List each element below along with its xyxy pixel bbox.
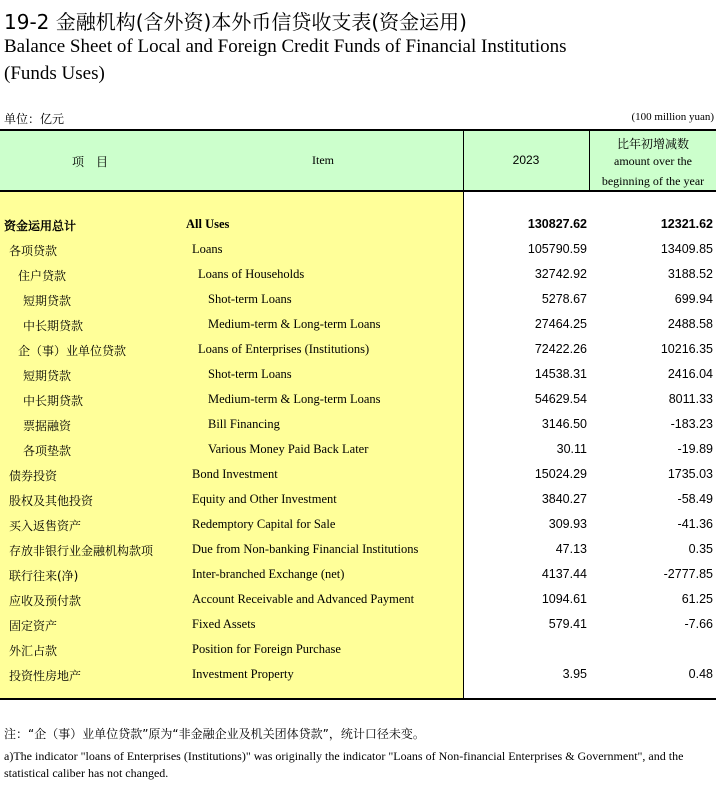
table-row	[0, 537, 716, 562]
row-label-en: Investment Property	[192, 667, 294, 681]
table-row	[0, 662, 716, 687]
value-change: 2416.04	[667, 367, 713, 381]
row-label-en: Loans of Households	[198, 267, 305, 281]
value-2023: 14538.31	[534, 367, 587, 381]
note-en: a)The indicator "loans of Enterprises (Institutions)" was originally the indicator "Loans of Non-financial Enterprises & Government", and the statistical caliber has not changed.	[4, 749, 684, 780]
value-2023: 72422.26	[534, 342, 587, 356]
row-label-cn: 外汇占款	[9, 644, 58, 658]
value-change: -183.23	[670, 417, 713, 431]
value-2023: 5278.67	[541, 292, 587, 306]
header-item-cn: 项 目	[71, 155, 108, 169]
value-change: 3188.52	[667, 267, 713, 281]
page-title-en-line1: Balance Sheet of Local and Foreign Credit Funds of Financial Institutions	[4, 36, 567, 57]
header-change-en-line2: beginning of the year	[601, 174, 705, 188]
value-2023: 579.41	[548, 617, 587, 631]
row-label-en: Shot-term Loans	[208, 367, 292, 381]
table-row	[0, 237, 716, 262]
header-rule	[0, 190, 716, 192]
value-2023: 3840.27	[541, 492, 587, 506]
header-change-cn: 比年初增减数	[616, 137, 689, 151]
row-label-cn: 短期贷款	[23, 369, 72, 383]
value-change: 12321.62	[660, 217, 713, 231]
value-2023: 3.95	[562, 667, 587, 681]
value-change: -19.89	[677, 442, 713, 456]
header-change-en-line1: amount over the	[614, 154, 692, 168]
row-label-en: Loans of Enterprises (Institutions)	[198, 342, 370, 356]
page-title-en-line2: (Funds Uses)	[4, 63, 105, 84]
value-change: 1735.03	[667, 467, 713, 481]
table-row	[0, 312, 716, 337]
table-row	[0, 362, 716, 387]
row-label-cn: 各项贷款	[9, 244, 58, 258]
row-label-cn: 投资性房地产	[9, 669, 82, 683]
row-label-cn: 中长期贷款	[23, 319, 84, 333]
value-change: 699.94	[674, 292, 713, 306]
table-row	[0, 637, 716, 662]
row-label-en: Bill Financing	[208, 417, 280, 431]
page-title-cn: 19-2 金融机构(含外资)本外币信贷收支表(资金运用)	[4, 10, 467, 34]
row-label-cn: 短期贷款	[23, 294, 72, 308]
row-label-cn: 买入返售资产	[9, 519, 82, 533]
value-change: 2488.58	[667, 317, 713, 331]
table-row	[0, 387, 716, 412]
value-change: -58.49	[677, 492, 713, 506]
value-2023: 105790.59	[527, 242, 587, 256]
row-label-en: All Uses	[186, 217, 230, 231]
table-row	[0, 487, 716, 512]
row-label-en: Bond Investment	[192, 467, 278, 481]
table-row	[0, 262, 716, 287]
header-year: 2023	[512, 153, 540, 167]
top-rule	[0, 129, 716, 131]
value-change: 8011.33	[668, 392, 713, 406]
row-label-en: Loans	[192, 242, 223, 256]
row-label-en: Medium-term & Long-term Loans	[208, 392, 381, 406]
value-2023: 30.11	[556, 442, 587, 456]
value-2023: 130827.62	[527, 217, 587, 231]
table-row	[0, 512, 716, 537]
table-row	[0, 587, 716, 612]
value-2023: 4137.44	[541, 567, 587, 581]
row-label-cn: 联行往来(净)	[9, 569, 79, 583]
value-change: 0.48	[688, 667, 713, 681]
row-label-en: Due from Non-banking Financial Institutions	[192, 542, 419, 556]
row-label-cn: 存放非银行业金融机构款项	[9, 544, 154, 558]
table-row	[0, 612, 716, 637]
table-row	[0, 337, 716, 362]
table-row	[0, 437, 716, 462]
row-label-en: Medium-term & Long-term Loans	[208, 317, 381, 331]
row-label-cn: 住户贷款	[18, 269, 67, 283]
value-change: 61.25	[681, 592, 713, 606]
value-2023: 15024.29	[534, 467, 587, 481]
row-label-en: Equity and Other Investment	[192, 492, 337, 506]
row-label-cn: 各项垫款	[23, 444, 72, 458]
value-change: -41.36	[677, 517, 713, 531]
balance-sheet-table	[0, 129, 716, 700]
row-label-cn: 中长期贷款	[23, 394, 84, 408]
header-item-en: Item	[312, 153, 334, 167]
row-label-cn: 企（事）业单位贷款	[18, 344, 127, 358]
row-label-cn: 股权及其他投资	[9, 494, 94, 508]
row-label-cn: 债券投资	[9, 469, 58, 483]
row-label-en: Redemptory Capital for Sale	[192, 517, 336, 531]
table-row	[0, 287, 716, 312]
table-row	[0, 562, 716, 587]
unit-label-cn: 单位：亿元	[4, 112, 65, 126]
value-2023: 54629.54	[534, 392, 587, 406]
value-2023: 47.13	[555, 542, 587, 556]
row-label-en: Position for Foreign Purchase	[192, 642, 341, 656]
row-label-en: Various Money Paid Back Later	[208, 442, 369, 456]
value-2023: 32742.92	[534, 267, 587, 281]
value-change: 0.35	[688, 542, 713, 556]
value-2023: 27464.25	[534, 317, 587, 331]
row-label-en: Fixed Assets	[192, 617, 256, 631]
row-label-cn: 固定资产	[9, 619, 58, 633]
row-label-cn: 资金运用总计	[4, 219, 77, 233]
table-row	[0, 462, 716, 487]
row-label-en: Inter-branched Exchange (net)	[192, 567, 345, 581]
value-change: 13409.85	[660, 242, 713, 256]
table-row	[0, 412, 716, 437]
value-change: -7.66	[684, 617, 713, 631]
table-row	[0, 212, 716, 237]
unit-label-en: (100 million yuan)	[631, 111, 714, 123]
row-label-cn: 应收及预付款	[9, 594, 82, 608]
row-label-en: Account Receivable and Advanced Payment	[192, 592, 415, 606]
value-2023: 1094.61	[541, 592, 587, 606]
value-2023: 3146.50	[541, 417, 587, 431]
row-label-en: Shot-term Loans	[208, 292, 292, 306]
row-label-cn: 票据融资	[23, 419, 72, 433]
value-change: 10216.35	[660, 342, 713, 356]
value-2023: 309.93	[548, 517, 587, 531]
bottom-rule	[0, 698, 716, 700]
value-change: -2777.85	[663, 567, 713, 581]
note-cn: 注：“企（事）业单位贷款”原为“非金融企业及机关团体贷款”，统计口径未变。	[4, 727, 425, 741]
